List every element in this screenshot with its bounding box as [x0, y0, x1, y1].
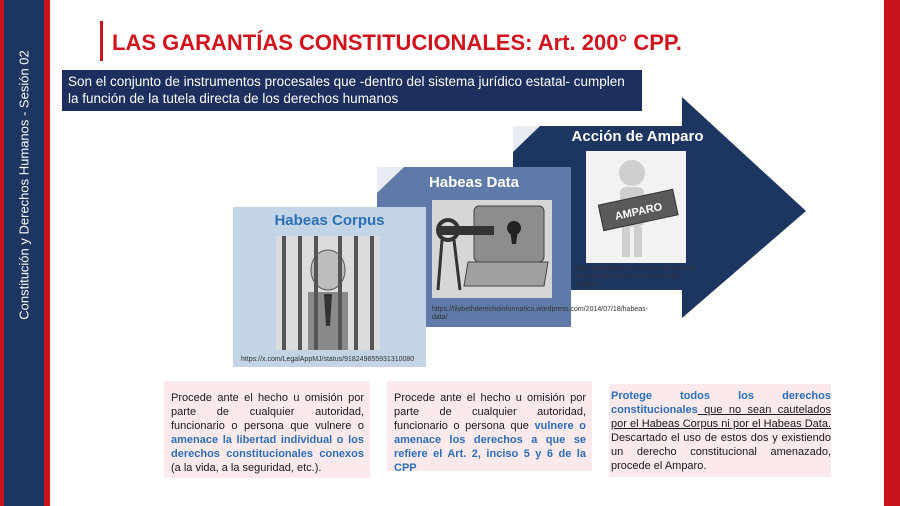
amparo-label: Acción de Amparo — [571, 128, 704, 145]
sidebar-vertical-text: Constitución y Derechos Humanos - Sesión 02 — [16, 50, 32, 320]
hd-highlight: vulnere o amenace los derechos a que se refiere el Art. 2, inciso 5 y 6 de la CPP — [394, 420, 587, 474]
habeas-corpus-label: Habeas Corpus — [274, 212, 385, 229]
habeas-data-label: Habeas Data — [428, 174, 520, 191]
hd-text-1: Procede ante el hecho u omisión por parte de cualquier autoridad, funcionario o persona que — [394, 392, 586, 432]
key-computer-image — [432, 200, 552, 298]
page-title: LAS GARANTÍAS CONSTITUCIONALES: Art. 200° CPP. — [112, 30, 682, 55]
hc-text-1: Procede ante el hecho u omisión por parte de cualquier autoridad, funcionario o persona que vulnere o — [171, 392, 364, 432]
amp-text-2: Descartado el uso de estos dos y existiendo un derecho constitucional amenazado, procede el Amparo. — [611, 432, 831, 472]
hc-highlight: amenace la libertad individual o los derechos constitucionales conexos — [171, 434, 364, 460]
intro-text: Son el conjunto de instrumentos procesales que -dentro del sistema jurídico estatal- cumplen la función de la tutela directa de los derechos humanos — [62, 70, 642, 111]
amparo-figure-image — [586, 151, 686, 263]
amp-underlined: que no sean cautelados por el Habeas Corpus ni por el Habeas Data. — [611, 404, 831, 430]
amp-highlight: Protege todos los derechos constitucionales — [611, 390, 831, 416]
prisoner-image — [276, 236, 380, 350]
amparo-sign-text: AMPARO — [613, 201, 664, 223]
habeas-data-description — [387, 381, 592, 474]
habeas-corpus-description — [164, 381, 370, 478]
amparo-url: https://abogadosdq.com/acudimos-a-la-desnaturalizacion-de-la-accion-de-amparo/ — [574, 265, 697, 288]
amparo-description — [609, 384, 831, 477]
habeas-corpus-url: https://x.com/LegalAppMJ/status/918249855931310080 — [241, 356, 415, 363]
hc-text-2: (a la vida, a la seguridad, etc.). — [171, 462, 322, 474]
habeas-data-url: https://lilybethderechoinformatico.wordpress.com/2014/07/18/habeas-data/ — [432, 306, 648, 321]
